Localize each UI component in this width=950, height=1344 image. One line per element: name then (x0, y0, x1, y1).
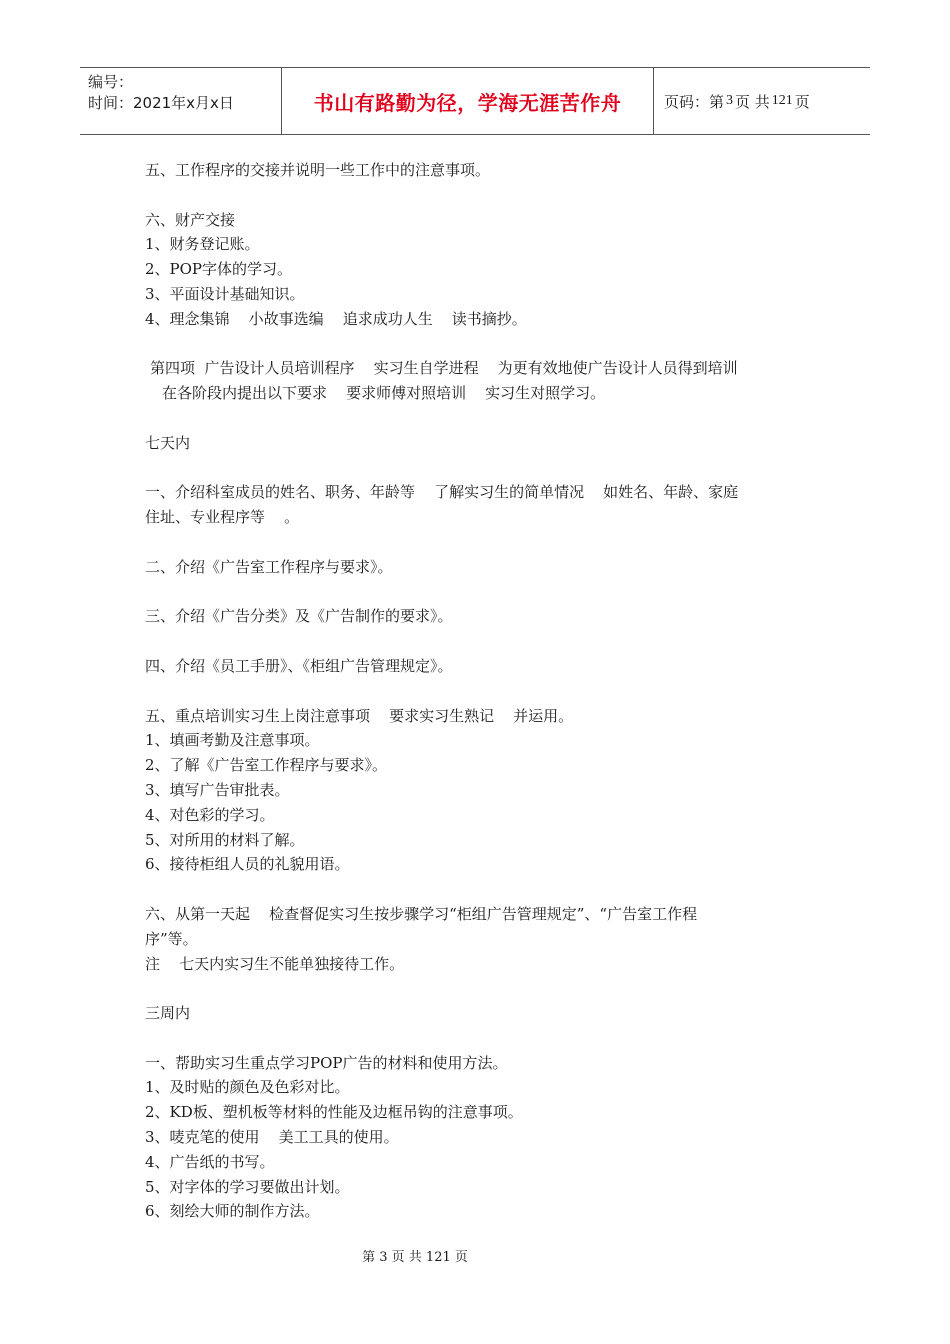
text-line: 一、介绍科室成员的姓名、职务、年龄等 了解实习生的简单情况 如姓名、年龄、家庭 (145, 483, 739, 502)
text-line: 3、平面设计基础知识。 (145, 284, 305, 303)
text-line: 1、财务登记账。 (145, 235, 260, 254)
page-total: 121 (771, 93, 793, 108)
page-footer: 第 3 页 共 121 页 (362, 1250, 468, 1265)
text-line: 五、工作程序的交接并说明一些工作中的注意事项。 (145, 161, 491, 179)
text-line: 第四项 广告设计人员培训程序 实习生自学进程 为更有效地使广告设计人员得到培训 (150, 359, 738, 378)
text-line: 三、介绍《广告分类》及《广告制作的要求》。 (145, 607, 453, 626)
page-middle: 页 共 (735, 92, 770, 111)
text-line: 5、对字体的学习要做出计划。 (145, 1177, 350, 1196)
header-page-info (654, 68, 870, 134)
text-line: 4、广告纸的书写。 (145, 1152, 275, 1171)
text-line: 四、介绍《员工手册》、《柜组广告管理规定》。 (145, 656, 453, 675)
blank-line (145, 1026, 815, 1051)
blank-line (145, 406, 815, 431)
text-line: 三周内 (145, 1004, 191, 1023)
blank-line (145, 679, 815, 704)
blank-line (145, 332, 815, 357)
page-prefix: 页码：第 (664, 92, 725, 111)
text-line: 2、POP字体的学习。 (145, 260, 293, 279)
text-line: 六、从第一天起 检查督促实习生按步骤学习“柜组广告管理规定”、“广告室工作程 (145, 904, 698, 923)
text-line: 序”等。 (145, 929, 198, 948)
text-line: 4、理念集锦 小故事选编 追求成功人生 读书摘抄。 (145, 309, 527, 328)
text-line: 1、及时贴的颜色及色彩对比。 (145, 1078, 350, 1097)
text-line: 一、帮助实习生重点学习POP广告的材料和使用方法。 (145, 1053, 508, 1072)
text-line: 3、唛克笔的使用 美工工具的使用。 (145, 1128, 399, 1147)
blank-line (145, 456, 815, 481)
text-line: 5、对所用的材料了解。 (145, 830, 305, 849)
number-label: 编号： (88, 73, 134, 91)
page-current: 3 (726, 93, 734, 108)
document-body (145, 158, 815, 1224)
page-suffix: 页 (794, 92, 810, 111)
text-line: 2、了解《广告室工作程序与要求》。 (145, 756, 388, 775)
text-line: 注 七天内实习生不能单独接待工作。 (145, 954, 405, 973)
blank-line (145, 877, 815, 902)
text-line: 2、KD板、塑机板等材料的性能及边框吊钩的注意事项。 (145, 1103, 523, 1122)
text-line: 6、刻绘大师的制作方法。 (145, 1202, 320, 1221)
text-line: 在各阶段内提出以下要求 要求师傅对照培训 实习生对照学习。 (162, 384, 606, 403)
text-line: 六、财产交接 (145, 210, 236, 229)
header-motto-cell (282, 68, 654, 134)
blank-line (145, 530, 815, 555)
text-line: 七天内 (145, 433, 191, 452)
time-label: 时间：2021年x月x日 (88, 94, 234, 112)
blank-line (145, 183, 815, 208)
text-line: 住址、专业程序等 。 (145, 508, 300, 527)
page-header (80, 67, 870, 135)
text-line: 4、对色彩的学习。 (145, 805, 275, 824)
text-line: 1、填画考勤及注意事项。 (145, 731, 320, 750)
motto: 书山有路勤为径，学海无涯苦作舟 (313, 90, 622, 115)
text-line: 3、填写广告审批表。 (145, 780, 290, 799)
text-line: 6、接待柜组人员的礼貌用语。 (145, 855, 350, 874)
blank-line (145, 580, 815, 605)
text-line: 二、介绍《广告室工作程序与要求》。 (145, 557, 393, 576)
header-meta (80, 68, 282, 134)
blank-line (145, 629, 815, 654)
text-line: 五、重点培训实习生上岗注意事项 要求实习生熟记 并运用。 (145, 706, 574, 725)
blank-line (145, 976, 815, 1001)
